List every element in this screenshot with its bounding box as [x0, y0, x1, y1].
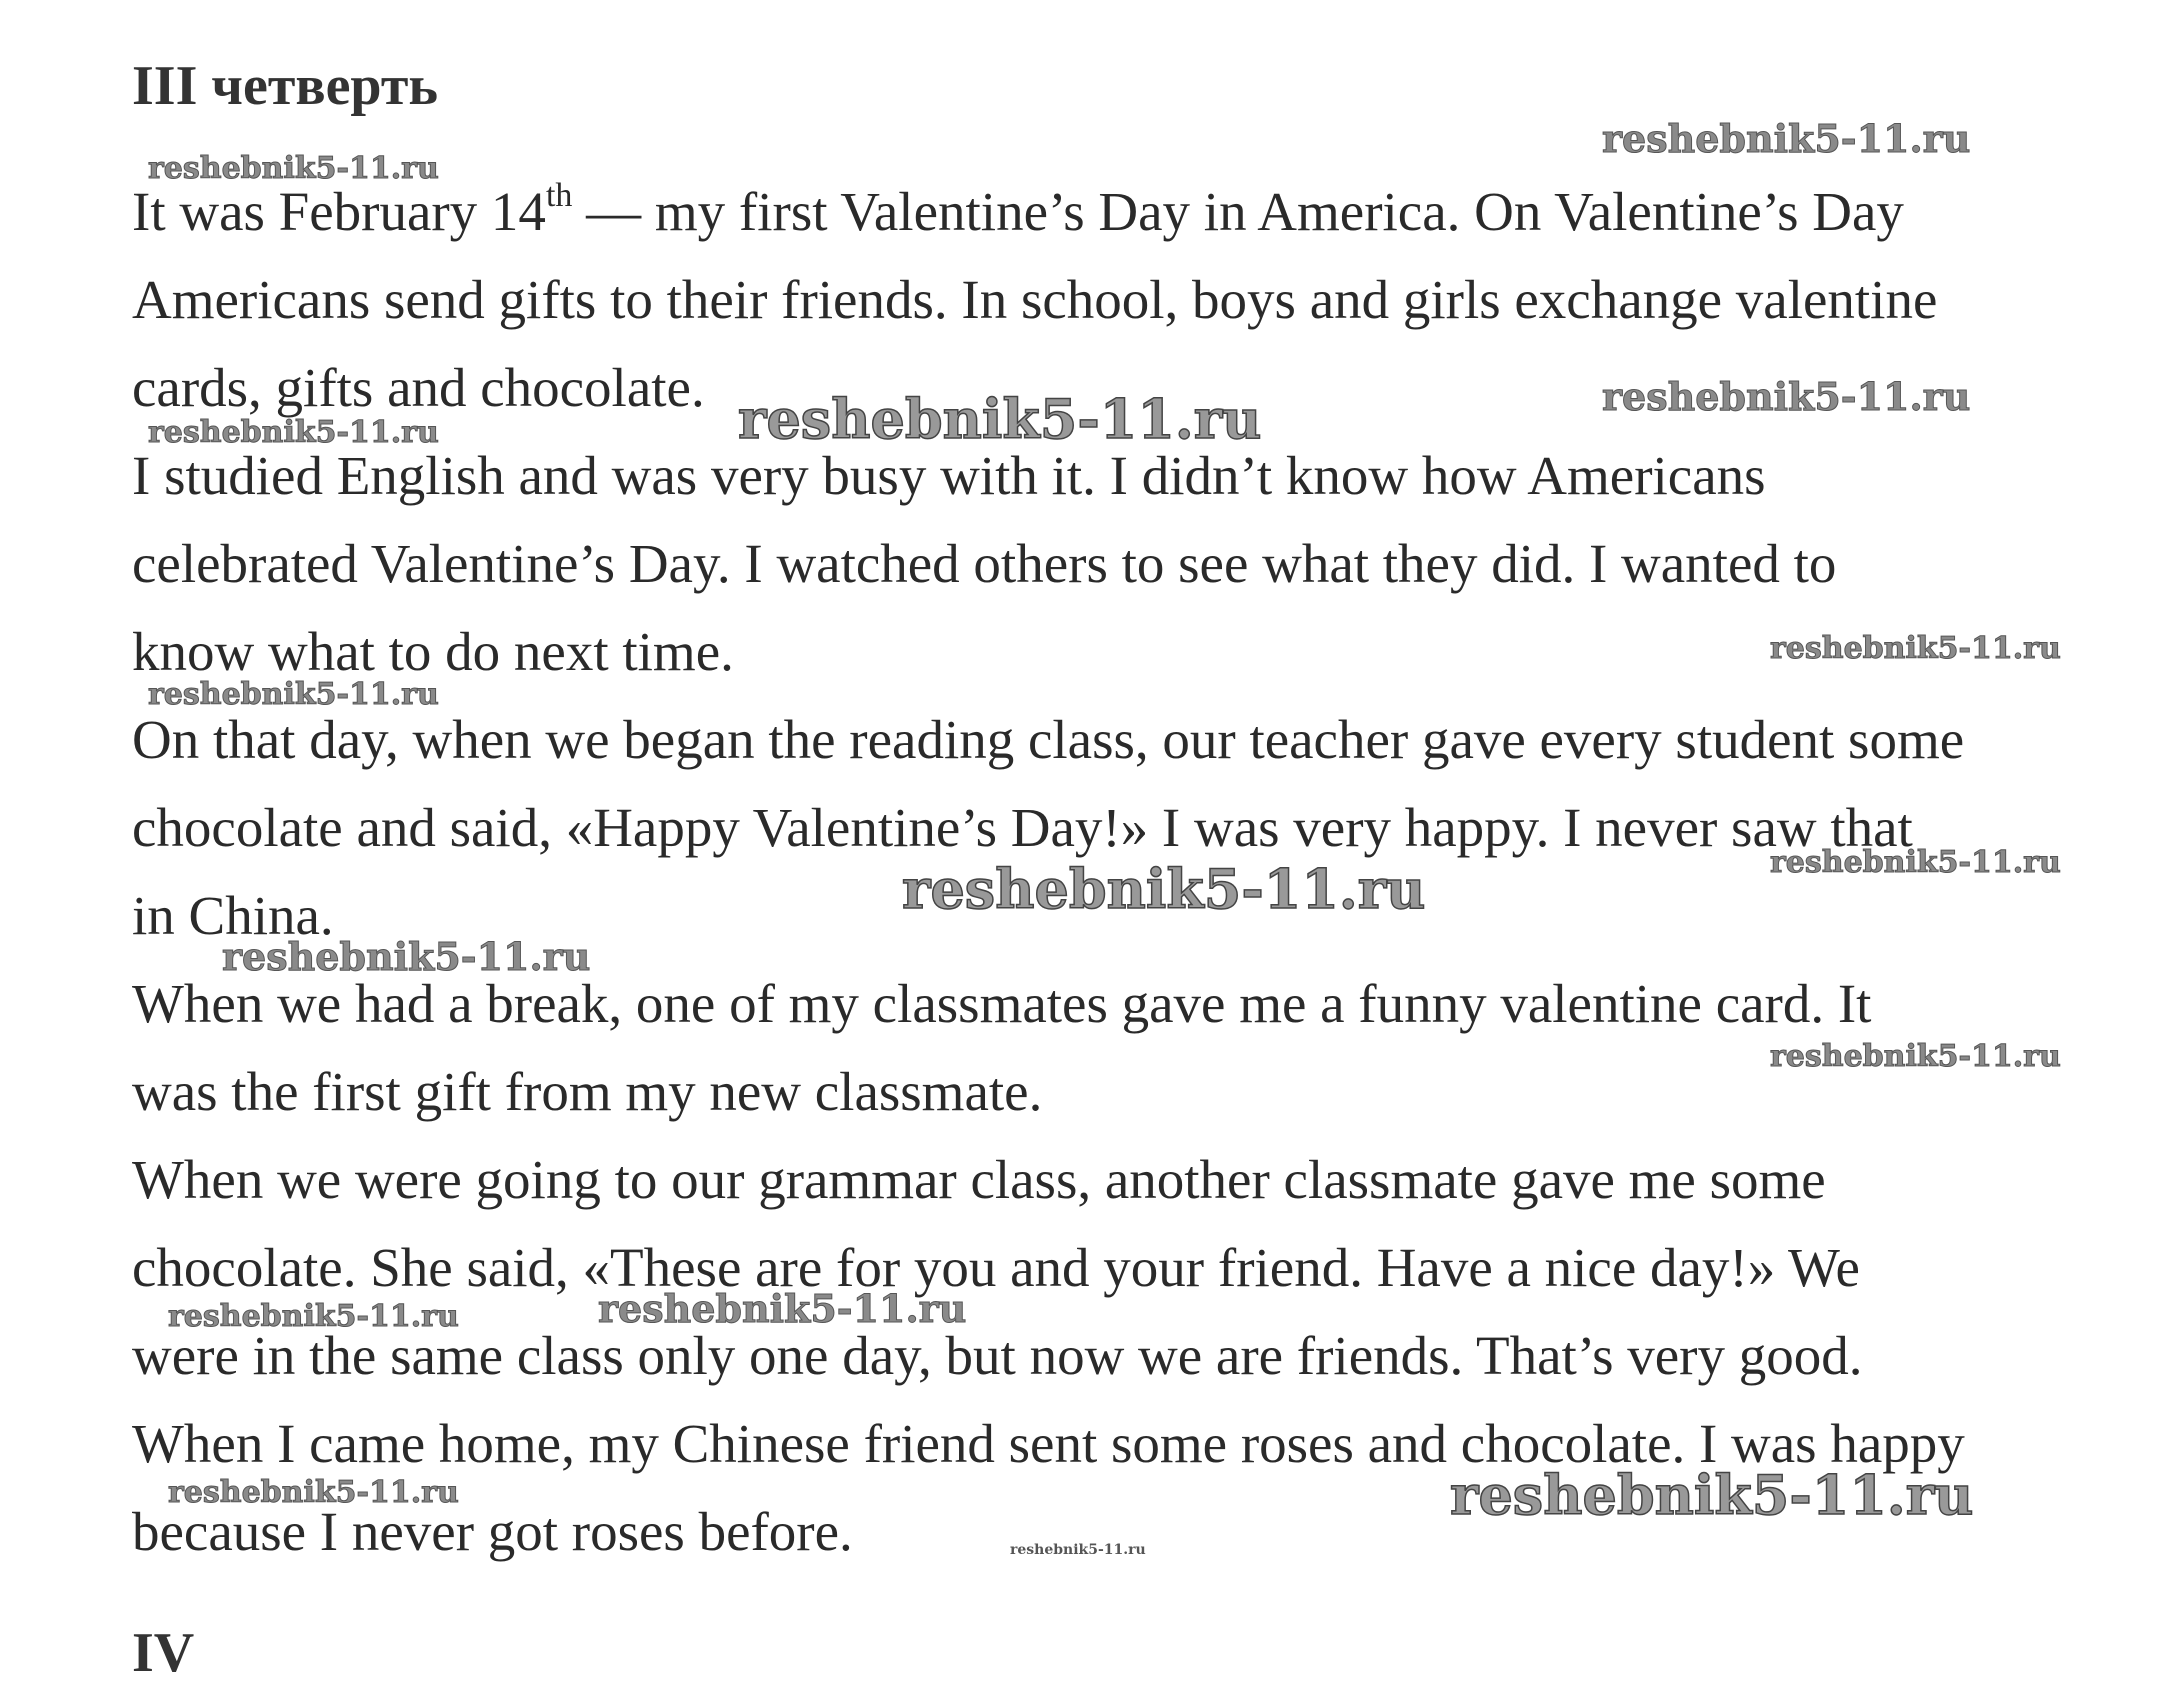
- watermark: reshebnik5-11.ru: [148, 415, 439, 450]
- text-line: in China.: [132, 885, 334, 946]
- watermark: reshebnik5-11.ru: [1602, 116, 1971, 161]
- text-line: Americans send gifts to their friends. In school, boys and girls exchange valentine: [132, 269, 1938, 330]
- section-heading: III четверть: [132, 55, 438, 117]
- watermark: reshebnik5-11.ru: [1770, 631, 2061, 666]
- text-segment: — my first Valentine’s Day in America. On Valentine’s Day: [572, 181, 1904, 242]
- watermark: reshebnik5-11.ru: [738, 387, 1262, 451]
- text-line: [132, 177, 1904, 242]
- watermark: reshebnik5-11.ru: [168, 1299, 459, 1334]
- text-line: cards, gifts and chocolate.: [132, 357, 705, 418]
- text-line: because I never got roses before.: [132, 1501, 853, 1562]
- watermark: reshebnik5-11.ru: [1010, 1542, 1146, 1558]
- watermark: reshebnik5-11.ru: [148, 677, 439, 712]
- watermark: reshebnik5-11.ru: [1770, 845, 2061, 880]
- text-line: When we had a break, one of my classmates gave me a funny valentine card. It: [132, 973, 1872, 1034]
- next-section-heading: IV: [132, 1622, 195, 1684]
- watermark: reshebnik5-11.ru: [168, 1475, 459, 1510]
- text-segment: It was February 14: [132, 181, 546, 242]
- text-line: were in the same class only one day, but now we are friends. That’s very good.: [132, 1325, 1863, 1386]
- text-line: celebrated Valentine’s Day. I watched others to see what they did. I wanted to: [132, 533, 1837, 594]
- watermark: reshebnik5-11.ru: [1450, 1463, 1974, 1527]
- text-line: was the first gift from my new classmate.: [132, 1061, 1043, 1122]
- watermark: reshebnik5-11.ru: [1770, 1039, 2061, 1074]
- watermark: reshebnik5-11.ru: [598, 1286, 967, 1331]
- text-line: chocolate. She said, «These are for you and your friend. Have a nice day!» We: [132, 1237, 1860, 1298]
- text-line: chocolate and said, «Happy Valentine’s Day!» I was very happy. I never saw that: [132, 797, 1913, 858]
- watermark: reshebnik5-11.ru: [1602, 374, 1971, 419]
- watermark: reshebnik5-11.ru: [902, 857, 1426, 921]
- text-line: I studied English and was very busy with it. I didn’t know how Americans: [132, 445, 1766, 506]
- ordinal-suffix: th: [545, 177, 573, 215]
- text-line: On that day, when we began the reading class, our teacher gave every student some: [132, 709, 1965, 770]
- text-line: When we were going to our grammar class, another classmate gave me some: [132, 1149, 1826, 1210]
- text-line: When I came home, my Chinese friend sent some roses and chocolate. I was happy: [132, 1413, 1965, 1474]
- watermark: reshebnik5-11.ru: [148, 151, 439, 186]
- watermark: reshebnik5-11.ru: [222, 934, 591, 979]
- text-line: know what to do next time.: [132, 621, 734, 682]
